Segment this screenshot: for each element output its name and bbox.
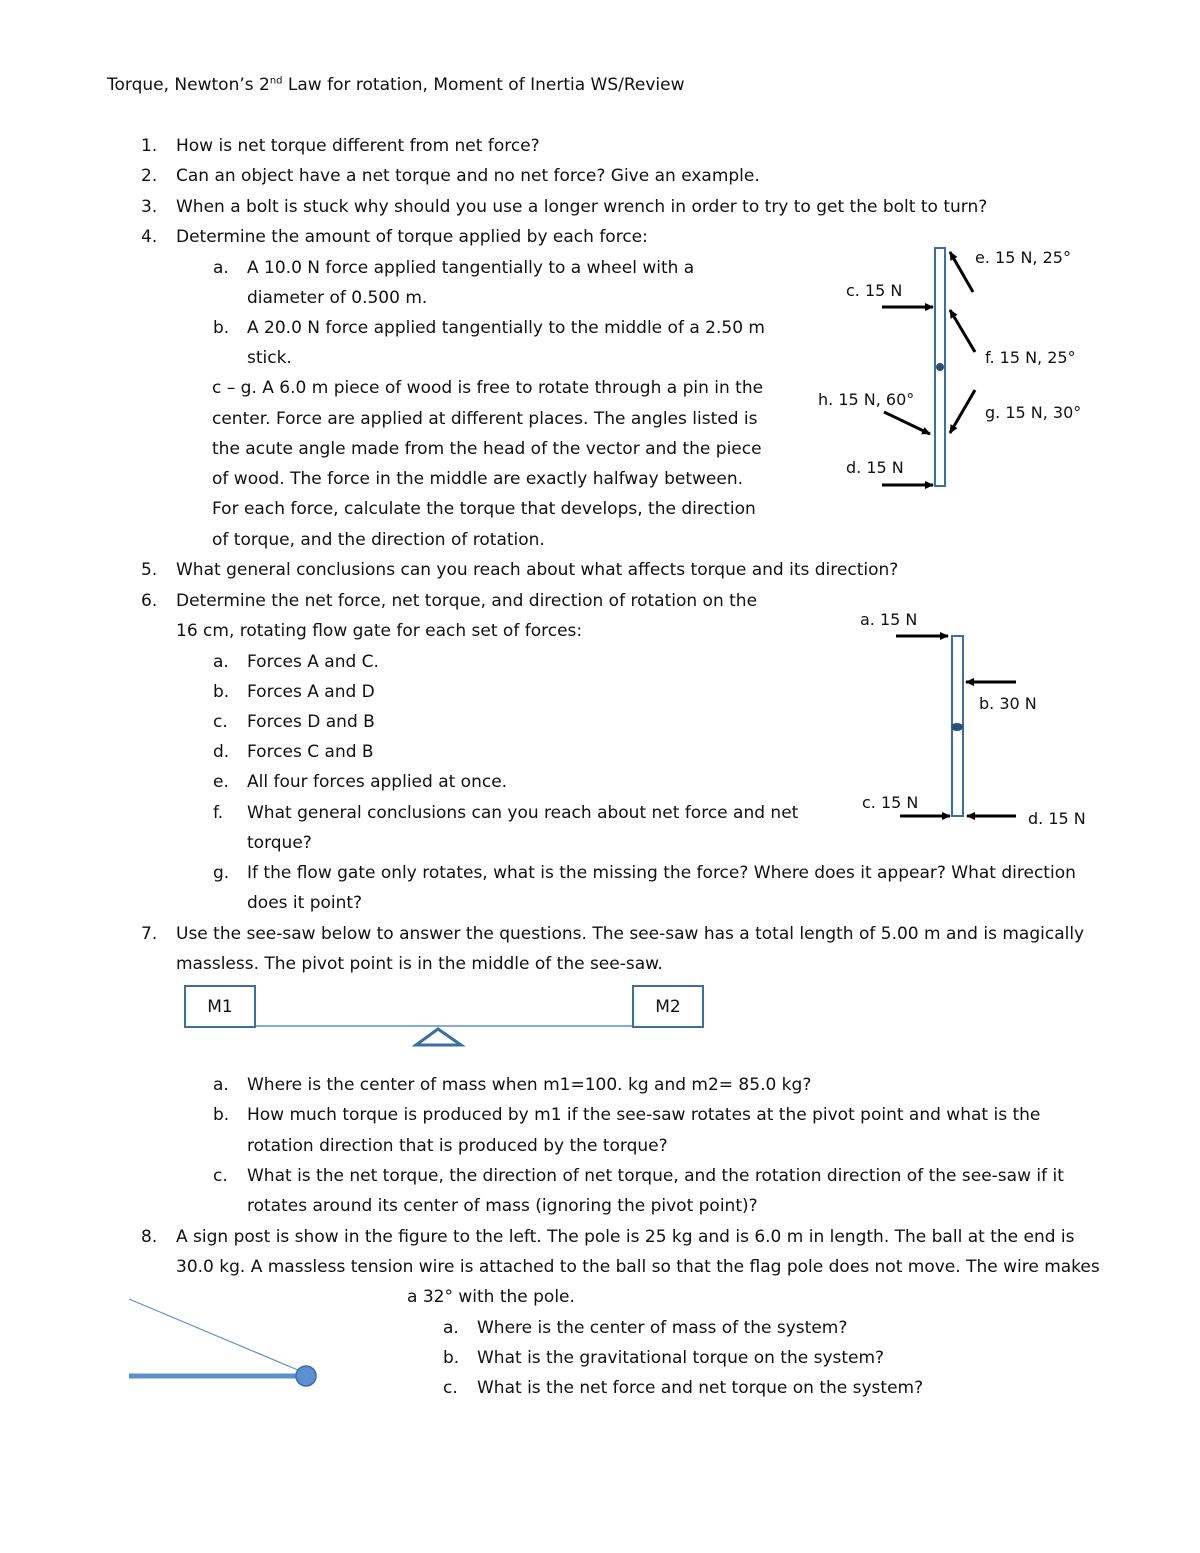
q4b-letter: b. — [213, 318, 230, 338]
q6-item-letter: a. — [213, 652, 229, 672]
q8a-letter: a. — [443, 1318, 459, 1338]
q7c-letter: c. — [213, 1166, 228, 1186]
page-title: Torque, Newton’s 2nd Law for rotation, Moment of Inertia WS/Review — [107, 75, 685, 95]
label-force-h: h. 15 N, 60° — [818, 390, 915, 409]
mass-m1-label: M1 — [207, 996, 233, 1017]
q4a-line1: A 10.0 N force applied tangentially to a wheel with a — [247, 258, 695, 278]
q4cg-line2: center. Force are applied at different places. The angles listed is — [212, 409, 758, 429]
q6g-line2: does it point? — [247, 893, 363, 913]
q4a-line2: diameter of 0.500 m. — [247, 288, 428, 308]
q7-line2: massless. The pivot point is in the middle of the see-saw. — [176, 954, 663, 974]
q4cg-line5: For each force, calculate the torque that develops, the direction — [212, 499, 756, 519]
label-gate-force-b: b. 30 N — [979, 694, 1037, 713]
tension-wire — [129, 1299, 305, 1373]
q6f-line2: torque? — [247, 833, 312, 853]
label-force-f: f. 15 N, 25° — [985, 348, 1076, 367]
q6-item-letter: d. — [213, 742, 230, 762]
label-force-g: g. 15 N, 30° — [985, 403, 1082, 422]
q7-line1: Use the see-saw below to answer the questions. The see-saw has a total length of 5.00 m and is magically — [176, 924, 1085, 944]
q7b-line1: How much torque is produced by m1 if the see-saw rotates at the pivot point and what is the — [247, 1105, 1041, 1125]
q6-line1: Determine the net force, net torque, and direction of rotation on the — [176, 591, 758, 611]
q5-number: 5. — [141, 560, 158, 580]
q8b-letter: b. — [443, 1348, 460, 1368]
q7c-line1: What is the net torque, the direction of net torque, and the rotation direction of the see-saw if it — [247, 1166, 1064, 1186]
q8c-text: What is the net force and net torque on the system? — [477, 1378, 924, 1398]
force-g-arrow — [950, 390, 975, 433]
q3-text: When a bolt is stuck why should you use a longer wrench in order to try to get the bolt to turn? — [176, 197, 988, 217]
q8-line2: 30.0 kg. A massless tension wire is attached to the ball so that the flag pole does not move. The wire makes — [176, 1257, 1100, 1277]
q2-text: Can an object have a net torque and no net force? Give an example. — [176, 166, 760, 186]
q6g-line1: If the flow gate only rotates, what is the missing the force? Where does it appear? What direction — [247, 863, 1076, 883]
mass-m1-box — [184, 985, 256, 1028]
q8-line3: a 32° with the pole. — [407, 1287, 575, 1307]
q6-item-text: All four forces applied at once. — [247, 772, 508, 792]
q4b-line2: stick. — [247, 348, 292, 368]
q6f-letter: f. — [213, 803, 224, 823]
q8-number: 8. — [141, 1227, 158, 1247]
mass-m2-label: M2 — [655, 996, 681, 1017]
q8c-letter: c. — [443, 1378, 458, 1398]
q4-text: Determine the amount of torque applied by each force: — [176, 227, 648, 247]
force-f-arrow — [950, 310, 975, 352]
q4cg-line4: of wood. The force in the middle are exactly halfway between. — [212, 469, 744, 489]
flow-gate-pivot — [951, 723, 963, 731]
q4-number: 4. — [141, 227, 158, 247]
q5-text: What general conclusions can you reach about what affects torque and its direction? — [176, 560, 899, 580]
label-force-d: d. 15 N — [846, 458, 904, 477]
q4cg-line1: c – g. A 6.0 m piece of wood is free to rotate through a pin in the — [212, 378, 764, 398]
q7-number: 7. — [141, 924, 158, 944]
q2-number: 2. — [141, 166, 158, 186]
q4cg-line6: of torque, and the direction of rotation. — [212, 530, 545, 550]
q7c-line2: rotates around its center of mass (ignoring the pivot point)? — [247, 1196, 758, 1216]
q7a-letter: a. — [213, 1075, 229, 1095]
q8-line1: A sign post is show in the figure to the left. The pole is 25 kg and is 6.0 m in length. The ball at the end is — [176, 1227, 1075, 1247]
force-h-arrow — [884, 412, 930, 434]
pin-pivot — [936, 363, 944, 371]
q6-item-text: Forces C and B — [247, 742, 374, 762]
q3-number: 3. — [141, 197, 158, 217]
mass-m2-box — [632, 985, 704, 1028]
q6-item-letter: b. — [213, 682, 230, 702]
q6-item-text: Forces A and C. — [247, 652, 379, 672]
q6-item-letter: e. — [213, 772, 229, 792]
q7b-letter: b. — [213, 1105, 230, 1125]
q6g-letter: g. — [213, 863, 230, 883]
q1-text: How is net torque different from net force? — [176, 136, 540, 156]
label-gate-force-d: d. 15 N — [1028, 809, 1086, 828]
q6-item-letter: c. — [213, 712, 228, 732]
q6f-line1: What general conclusions can you reach about net force and net — [247, 803, 799, 823]
label-gate-force-c: c. 15 N — [862, 793, 919, 812]
see-saw-pivot — [416, 1029, 461, 1045]
q4a-letter: a. — [213, 258, 229, 278]
q6-line2: 16 cm, rotating flow gate for each set of forces: — [176, 621, 583, 641]
end-ball — [296, 1366, 316, 1386]
label-force-e: e. 15 N, 25° — [975, 248, 1071, 267]
q6-item-text: Forces D and B — [247, 712, 375, 732]
q7a-text: Where is the center of mass when m1=100. kg and m2= 85.0 kg? — [247, 1075, 812, 1095]
q7b-line2: rotation direction that is produced by the torque? — [247, 1136, 668, 1156]
q8b-text: What is the gravitational torque on the system? — [477, 1348, 885, 1368]
q8a-text: Where is the center of mass of the system? — [477, 1318, 848, 1338]
force-e-arrow — [950, 252, 973, 292]
q6-item-text: Forces A and D — [247, 682, 375, 702]
q4b-line1: A 20.0 N force applied tangentially to the middle of a 2.50 m — [247, 318, 765, 338]
q4cg-line3: the acute angle made from the head of the vector and the piece — [212, 439, 762, 459]
q1-number: 1. — [141, 136, 158, 156]
q6-number: 6. — [141, 591, 158, 611]
label-force-c: c. 15 N — [846, 281, 903, 300]
label-gate-force-a: a. 15 N — [860, 610, 918, 629]
